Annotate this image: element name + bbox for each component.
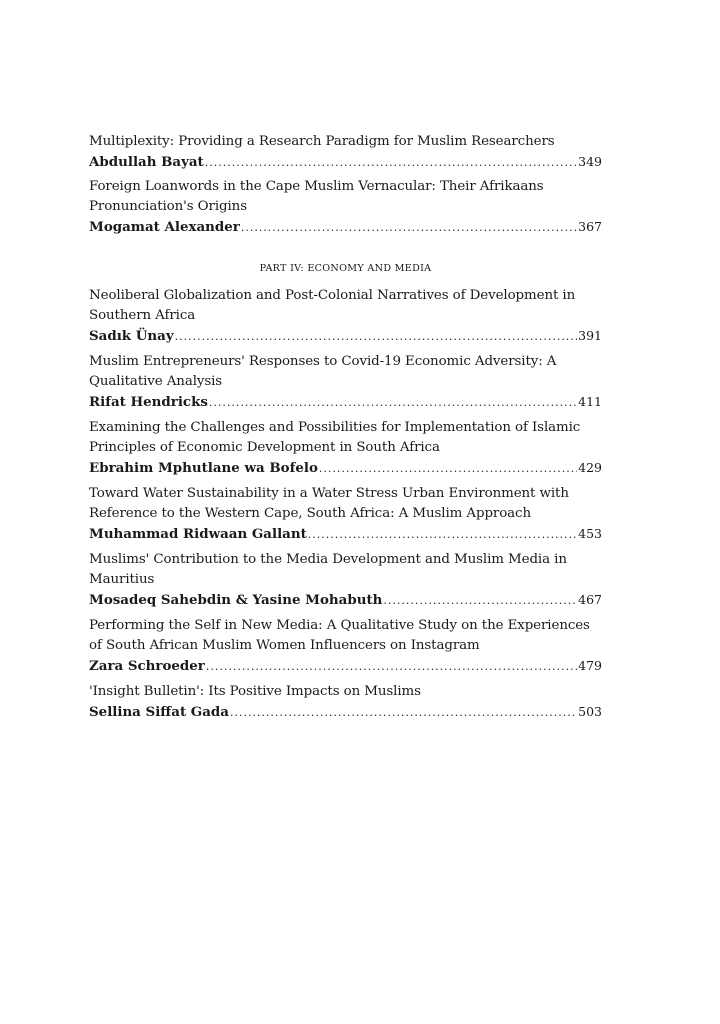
dot-leader <box>308 525 577 545</box>
dot-leader <box>230 703 577 723</box>
entry-page-number: 367 <box>578 219 602 234</box>
entry-title: Pronunciation's Origins <box>89 199 247 214</box>
entry-title: Muslims' Contribution to the Media Development and Muslim Media in <box>89 552 567 567</box>
entry-author: Sadık Ünay <box>89 328 174 344</box>
entry-title: 'Insight Bulletin': Its Positive Impacts on Muslims <box>89 684 421 699</box>
entry-author-line <box>89 524 602 544</box>
entry-author: Sellina Siffat Gada <box>89 704 229 720</box>
entry-author: Ebrahim Mphutlane wa Bofelo <box>89 460 318 476</box>
toc-entry[interactable] <box>89 177 602 237</box>
entry-author-line <box>89 152 602 172</box>
entry-title: Southern Africa <box>89 308 196 323</box>
entry-author-line <box>89 656 602 676</box>
entry-page-number: 503 <box>578 704 602 719</box>
entry-title: Toward Water Sustainability in a Water Stress Urban Environment with <box>89 486 569 501</box>
entry-page-number: 349 <box>578 154 602 169</box>
entry-author-line <box>89 458 602 478</box>
entry-title: of South African Muslim Women Influencers on Instagram <box>89 638 480 653</box>
dot-leader <box>319 459 577 479</box>
entry-page-number: 479 <box>578 658 602 673</box>
part-heading: PART IV: ECONOMY AND MEDIA <box>259 263 432 274</box>
toc-entry[interactable] <box>89 550 602 610</box>
entry-page-number: 453 <box>578 526 602 541</box>
toc-entry[interactable] <box>89 616 602 676</box>
toc-entry[interactable] <box>89 352 602 412</box>
entry-author-line <box>89 590 602 610</box>
entry-title: Principles of Economic Development in South Africa <box>89 440 440 455</box>
entry-title: Examining the Challenges and Possibilities for Implementation of Islamic <box>89 420 581 435</box>
entry-title: Neoliberal Globalization and Post-Colonial Narratives of Development in <box>89 288 576 303</box>
entry-author: Mogamat Alexander <box>89 219 240 235</box>
entry-title: Qualitative Analysis <box>89 374 223 389</box>
toc-entry[interactable] <box>89 132 602 172</box>
entry-author-line <box>89 702 602 722</box>
entry-page-number: 467 <box>578 592 602 607</box>
entry-author-line <box>89 392 602 412</box>
entry-title: Mauritius <box>89 572 155 587</box>
entry-author: Muhammad Ridwaan Gallant <box>89 526 307 542</box>
toc-entry[interactable] <box>89 418 602 478</box>
toc-entry[interactable] <box>89 286 602 346</box>
entry-author-line <box>89 326 602 346</box>
dot-leader <box>241 218 577 238</box>
entry-title: Performing the Self in New Media: A Qualitative Study on the Experiences <box>89 618 590 633</box>
entry-page-number: 429 <box>578 460 602 475</box>
entry-author-line <box>89 217 602 237</box>
toc-entry[interactable] <box>89 484 602 544</box>
entry-page-number: 411 <box>578 394 602 409</box>
toc-entry[interactable] <box>89 682 602 722</box>
dot-leader <box>175 327 578 347</box>
entry-title: Foreign Loanwords in the Cape Muslim Vernacular: Their Afrikaans <box>89 179 544 194</box>
entry-page-number: 391 <box>578 328 602 343</box>
entry-author: Rifat Hendricks <box>89 394 208 410</box>
entry-author: Mosadeq Sahebdin & Yasine Mohabuth <box>89 592 383 608</box>
dot-leader <box>205 153 577 173</box>
entry-title: Multiplexity: Providing a Research Paradigm for Muslim Researchers <box>89 134 555 149</box>
dot-leader <box>206 657 577 677</box>
entry-author: Abdullah Bayat <box>89 154 204 170</box>
dot-leader <box>383 591 577 611</box>
entry-title: Muslim Entrepreneurs' Responses to Covid-19 Economic Adversity: A <box>89 354 557 369</box>
dot-leader <box>209 393 577 413</box>
entry-title: Reference to the Western Cape, South Africa: A Muslim Approach <box>89 506 531 521</box>
entry-author: Zara Schroeder <box>89 658 205 674</box>
